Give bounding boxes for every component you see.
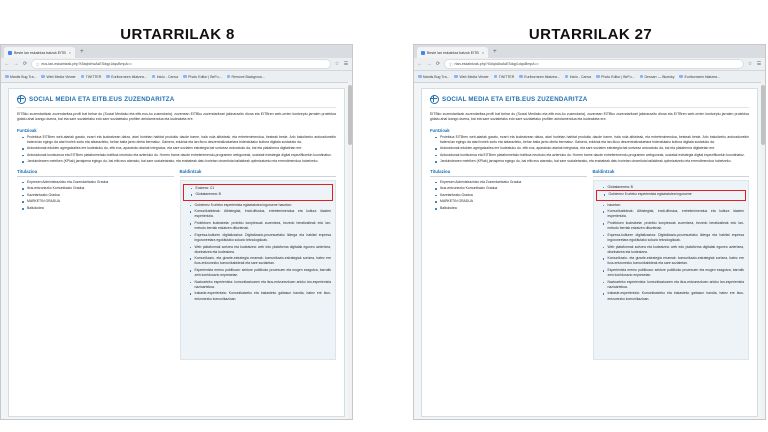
list-item: Arduradunak edukien agregatzailea ere kudeatuko du, eitb.eus, aparatuko atariak integratuz, eta sare sozialen estrategia bat sortzeaz arduratuko da, bai eta plataforma digitaletan ere.: [24, 146, 336, 151]
bookmark-item[interactable]: [152, 75, 178, 79]
column-header: Baldintzak: [593, 169, 750, 177]
url-actions: [334, 61, 349, 67]
list-item: Komunikabideak: Albisteglak, irrati-difusioa, entretenimendua eta kultura idazten esperientzia.: [192, 209, 332, 219]
list-item: Enpresen Administrazioko eta Zuzendaritzako Gradua: [24, 180, 174, 185]
panel-left-title: URTARRILAK 8: [120, 26, 235, 43]
list-item: Gutxienez 5 urteko esperientzia egiaztatutea inguruene hauetan:: [192, 203, 332, 208]
back-icon[interactable]: ←: [4, 61, 10, 67]
reload-icon[interactable]: ⟳: [435, 61, 441, 67]
document-header: [430, 95, 749, 108]
bookmark-item[interactable]: [596, 75, 634, 79]
column-header: Titulazioa: [430, 169, 587, 177]
list-item: MARKETIN GRADUA: [437, 199, 587, 204]
new-tab-button[interactable]: +: [80, 49, 84, 55]
list-item: Esperientzia eremu publikoan: sektore publikoko prozesuen eta mugen ezagutza, barrutik zein korridorazio enpresetan.: [605, 268, 745, 278]
tab-strip-left: [1, 45, 352, 58]
page-content-right: [414, 83, 765, 420]
list-item: Proiektuen kudeaketa: proiektu konplexuak zuzentzea, bezedo beratizaileak edo lan-metodo berriak eskatzen dituztenak.: [605, 221, 745, 231]
column-header: Baldintzak: [180, 169, 337, 177]
list-item: Enpresen Administrazioko eta Zuzendaritzako Gradua: [437, 180, 587, 185]
bookmark-item[interactable]: [183, 75, 221, 79]
bookmark-label: Mantis Bug Tra...: [423, 74, 450, 79]
bookmark-label: Web Media Viewer: [46, 74, 76, 79]
column-titulazioa: [430, 169, 587, 360]
list-item: Kazetaritzako Gradua: [437, 193, 587, 198]
list-item: Komunikabideak: Albisteglak, irrati-difusioa, entretenimendua eta kultura idazten esperientzia.: [605, 209, 745, 219]
tab-label: Beste lan eskaintza batzuk EITB: [14, 50, 66, 55]
bookmark-label: Remove Backgroun...: [231, 74, 266, 79]
job-posting-document: [421, 88, 758, 417]
bookmark-item[interactable]: [494, 75, 515, 79]
list-item: Komunikazio- eta gizarte-estrategia erramak: komunikazio-estrategiak sortzea, batez ere ikus-entzunezko komunikabideak eta sare sozialetan.: [605, 256, 745, 266]
list-item: Jarduindearen metriken (KPIak) jarraipena egingo du, bai eitb.eus atarrako, bai sare sozialetarako, eta erabateak datu horietan oinarrituta balialdeak optimizatzeko eta errendimendua hobetzeko.: [24, 159, 336, 164]
address-input[interactable]: [444, 59, 744, 69]
bookmark-label: Descarr — Bluesky: [644, 74, 675, 79]
bookmark-favicon-icon: [596, 75, 600, 79]
bookmark-item[interactable]: [41, 75, 75, 79]
requirements-box: [180, 180, 337, 360]
panel-right-title: URTARRILAK 27: [528, 26, 653, 43]
list-item: Nazioarteko esperientzia: komunikazioaren eta ikus-entzunezkoen arloko lan-esperientzia nazioartekoa.: [605, 280, 745, 290]
address-text: eus-lan-eskaintzak.php?t3dqIsKwAsESdqp1dquBmpA==: [41, 62, 133, 66]
intro-paragraph: EITBko zuzendaritzak zuzendaritza-profil bat behar du (Social Mediako eta eitb.eus-ko zuzendaria), zuzenean EITBko zuzendaritzari jakinarazito diona eta EITBren web-orrien kontzeptu jarraien proiektua gidatu ahal izango duena, bai eta sare sozialetako edo sare sozialetako profilen antolamendua eta kudeaketa ere.: [17, 112, 336, 122]
bookmark-item[interactable]: [679, 75, 719, 79]
list-item: Arduradunak kontsumoa eta EITBren plataformetako trafikoa neurtuko eta aztertuko du. Horren barne daude entretenimendu-programen webguneak, sozialak estrategia digital espezifikoekin koordinatuz.: [437, 153, 749, 158]
bookmark-favicon-icon: [679, 75, 683, 79]
list-item: Proiektua EITBren web-atariak garatu, ezarri eta kudeatzean datza, atari horietan habitat produktu daude barne, hala nola albisteak, eta entretenimendua, besteak beste. Arlo bakoitzeko arduradunekin batera lan egingo da atari horiek sortu eta abiarazteko, behar baita jarrio direla bermatuz. Gainera, edukiak eta lan-fluxu deszentralizatuetara bideratutako kultura digitala sustatuko da.: [437, 135, 749, 145]
list-item: Arduradunak edukien agregatzailea ere kudeatuko du, eitb.eus, aparatuko atariak integratuz, eta sare sozialen estrategia bat sortzeaz arduratuko da, bai eta plataforma digitaletan ere.: [437, 146, 749, 151]
list-item: Kazetaritzako Gradua: [24, 193, 174, 198]
address-input[interactable]: [31, 59, 331, 69]
site-info-icon: ⓘ: [449, 62, 453, 67]
list-item: Balkolodea: [24, 206, 174, 211]
list-item: Globalaremea: B: [193, 192, 331, 197]
functions-heading: Funtzioak: [17, 127, 37, 133]
browser-window-left: [0, 44, 353, 420]
bookmark-favicon-icon: [494, 75, 498, 79]
list-item: Esperientzia eremu publikoan: sektore publikoko prozesuen eta mugen ezagutza, barrutik zein korridorazio enpresetan.: [192, 268, 332, 278]
bookmark-label: Mantis Bug Tra...: [10, 74, 37, 79]
page-content-left: [1, 83, 352, 420]
functions-heading: Funtzioak: [430, 127, 450, 133]
language-list: [598, 185, 745, 190]
bookmark-favicon-icon: [565, 75, 569, 79]
url-bar-left: [1, 58, 352, 71]
url-bar-right: [414, 58, 765, 71]
bookmark-item[interactable]: [106, 75, 146, 79]
bookmark-favicon-icon: [41, 75, 45, 79]
reload-icon[interactable]: ⟳: [22, 61, 28, 67]
address-text: rtan-eskaintzak.php?t3dqIdAsAsESdqp1dquBmpA==: [454, 62, 539, 66]
bookmark-item[interactable]: [454, 75, 488, 79]
highlighted-language-requirements: [183, 184, 334, 201]
document-header: [17, 95, 336, 108]
language-list: [186, 186, 331, 198]
bookmark-label: Photo Editor | BeFu...: [188, 74, 222, 79]
forward-icon[interactable]: →: [13, 61, 19, 67]
back-icon[interactable]: ←: [417, 61, 423, 67]
bookmark-favicon-icon: [227, 75, 231, 79]
highlighted-list: [599, 192, 744, 197]
list-item: Komunikazio- eta gizarte-estrategia erramak: komunikazio-estrategiak sortzea, batez ere ikus-entzunezko komunikabideak eta sare sozialetan.: [192, 256, 332, 266]
bookmark-favicon-icon: [5, 75, 9, 79]
requirements-columns: [17, 169, 336, 360]
tab-favicon-icon: [8, 51, 12, 55]
list-item: Ikus-entzunezko Komunikazio Gradua: [437, 186, 587, 191]
list-item: Jarduindearen metriken (KPIak) jarraipena egingo du, bai eitb.eus atarrako, bai sare sozialetarako, eta erabateak datu horietan oinarrituta balialdeak optimizatzeko eta errendimendua hobetzeko.: [437, 159, 749, 164]
bookmark-item[interactable]: [227, 75, 266, 79]
list-item: Web plataformak sortzea eta kudeatzea: web edo plataforma digitalak eguneo aztertzea, diseinatzea eta kudeatzea.: [192, 245, 332, 255]
vertical-scrollbar[interactable]: [348, 81, 352, 420]
intro-paragraph: EITBko zuzendaritzak zuzendaritza-profil bat behar du (Social Mediako eta eitb.eus-ko zuzendaria), zuzenean EITBko zuzendaritzari jakinarazito diona eta EITBren web-orrien kontzeptu jarraien proiektua gidatu ahal izango duena, bai eta sare sozialetako edo sare sozialetako profilen antolamendua eta kudeaketa ere.: [430, 112, 749, 122]
list-item: MARKETIN GRADUA: [24, 199, 174, 204]
browser-window-right: [413, 44, 766, 420]
list-item: Gutxienez 5 urteko esperientzia egiaztatutea inguruene: [606, 192, 744, 197]
tab-favicon-icon: [421, 51, 425, 55]
panel-left: [0, 26, 355, 422]
bookmark-label: TWITTER: [85, 74, 102, 79]
page-title: SOCIAL MEDIA ETA EITB.EUS ZUZENDARITZA: [29, 96, 175, 103]
list-item: Ikus-entzunezko Komunikazio Gradua: [24, 186, 174, 191]
close-icon[interactable]: ×: [481, 50, 485, 55]
browser-tab[interactable]: [4, 47, 75, 58]
panel-comparison: [0, 26, 768, 426]
page-title: SOCIAL MEDIA ETA EITB.EUS ZUZENDARITZA: [442, 96, 588, 103]
menu-icon[interactable]: ☰: [756, 61, 762, 67]
bookmark-label: Web Media Viewer: [459, 74, 489, 79]
requirements-columns: [430, 169, 749, 360]
bookmark-label: Inicio - Canva: [569, 74, 592, 79]
bookmark-label: Euriborraren bilatzea...: [684, 74, 720, 79]
url-actions: [747, 61, 762, 67]
vertical-scrollbar[interactable]: [761, 81, 765, 420]
bookmark-label: Euriborraren bilatzea...: [524, 74, 560, 79]
bookmark-favicon-icon: [106, 75, 110, 79]
scrollbar-thumb[interactable]: [761, 85, 765, 145]
column-baldintzak: [593, 169, 750, 360]
list-item: Proiektua EITBren web-atariak garatu, ezarri eta kudeatzean datza, atari horietan habitat produktu daude barne, hala nola albisteak, eta entretenimendua, besteak beste. Arlo bakoitzeko arduradunekin batera lan egingo da atari horiek sortu eta abiarazteko, behar baita jarrio direla bermatuz. Gainera, edukiak eta lan-fluxu deszentralizatuetara bideratutako kultura digitala sustatuko da.: [24, 135, 336, 145]
browser-tab[interactable]: [417, 47, 488, 58]
bookmark-item[interactable]: [640, 75, 675, 79]
scrollbar-thumb[interactable]: [348, 85, 352, 145]
list-item: Globalaremea: B: [605, 185, 745, 190]
functions-list: [430, 135, 749, 165]
column-titulazioa: [17, 169, 174, 360]
list-item: Euskera: C1: [193, 186, 331, 191]
bookmarks-bar-left: [1, 71, 352, 83]
new-tab-button[interactable]: +: [493, 49, 497, 55]
globe-icon: [17, 95, 26, 104]
column-baldintzak: [180, 169, 337, 360]
column-header: Titulazioa: [17, 169, 174, 177]
bookmark-favicon-icon: [418, 75, 422, 79]
list-item: hauetan:: [605, 203, 745, 208]
bookmark-label: Photo Editor | BeFu...: [601, 74, 635, 79]
degree-list: [430, 180, 587, 212]
close-icon[interactable]: ×: [68, 50, 72, 55]
bookmark-item[interactable]: [565, 75, 591, 79]
tab-strip-right: [414, 45, 765, 58]
bookmark-star-icon[interactable]: ☆: [334, 61, 340, 67]
functions-list: [17, 135, 336, 165]
list-item: Balkolodea: [437, 206, 587, 211]
bookmark-favicon-icon: [454, 75, 458, 79]
job-posting-document: [8, 88, 345, 417]
conditions-list: [598, 203, 745, 302]
highlighted-experience-requirement: [596, 190, 747, 201]
bookmark-favicon-icon: [183, 75, 187, 79]
list-item: Enpresa-kulturen digitalizazioa: Digitalizazio-prozesuetako liderga eta habitat enpresa inguruneetara egokitutako soluzio teknologikoak.: [192, 233, 332, 243]
tab-label: Beste lan eskaintza batzuk EITB: [427, 50, 479, 55]
bookmark-label: Euriborraren bilatzea...: [111, 74, 147, 79]
list-item: Proiektuen kudeaketa: proiektu konplexuak zuzentzea, bezedo beratizaileak edo lan-metodo berriak eskatzen dituztenak.: [192, 221, 332, 231]
conditions-list: [185, 203, 332, 302]
list-item: Web plataformak sortzea eta kudeatzea: web edo plataforma digitalak eguneo aztertzea, diseinatzea eta kudeatzea.: [605, 245, 745, 255]
site-info-icon: ⓘ: [36, 62, 40, 67]
bookmark-favicon-icon: [640, 75, 644, 79]
bookmark-star-icon[interactable]: ☆: [747, 61, 753, 67]
bookmark-favicon-icon: [519, 75, 523, 79]
bookmark-favicon-icon: [81, 75, 85, 79]
bookmark-item[interactable]: [418, 75, 449, 79]
list-item: Enpresa-kulturen digitalizazioa: Digitalizazio-prozesuetako liderga eta habitat enpresa inguruneetara egokitutako soluzio teknologikoak.: [605, 233, 745, 243]
forward-icon[interactable]: →: [426, 61, 432, 67]
bookmark-item[interactable]: [519, 75, 559, 79]
bookmark-item[interactable]: [5, 75, 36, 79]
globe-icon: [430, 95, 439, 104]
requirements-box: [593, 180, 750, 360]
bookmarks-bar-right: [414, 71, 765, 83]
bookmark-label: TWITTER: [498, 74, 515, 79]
list-item: Irakasle-esperientzia: Komunikatzeko eta irakasteko gaitasun handia, batez ere ikus-entzunezko komunikazioan.: [192, 291, 332, 301]
panel-right: [413, 26, 768, 422]
bookmark-item[interactable]: [81, 75, 102, 79]
bookmark-favicon-icon: [152, 75, 156, 79]
list-item: Arduradunak kontsumoa eta EITBren plataformetako trafikoa neurtuko eta aztertuko du. Horren barne daude entretenimendu-programen webguneak, sozialak estrategia digital espezifikoekin koordinatuz.: [24, 153, 336, 158]
list-item: Nazioarteko esperientzia: komunikazioaren eta ikus-entzunezkoen arloko lan-esperientzia nazioartekoa.: [192, 280, 332, 290]
menu-icon[interactable]: ☰: [343, 61, 349, 67]
list-item: Irakasle-esperientzia: Komunikatzeko eta irakasteko gaitasun handia, batez ere ikus-entzunezko komunikazioan.: [605, 291, 745, 301]
bookmark-label: Inicio - Canva: [156, 74, 179, 79]
degree-list: [17, 180, 174, 212]
